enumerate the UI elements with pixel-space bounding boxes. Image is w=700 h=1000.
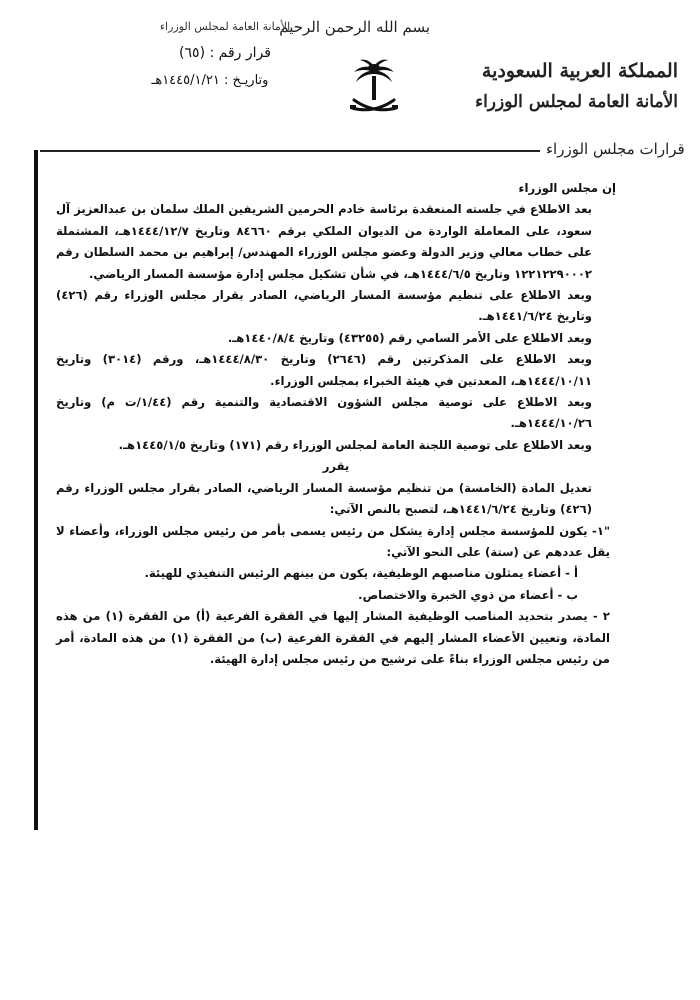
decision-number: قرار رقم : (٦٥) bbox=[179, 45, 271, 61]
secretariat-title: الأمانة العامة لمجلس الوزراء bbox=[475, 92, 678, 112]
clause-1-b: ب - أعضاء من ذوي الخبرة والاختصاص. bbox=[358, 587, 578, 602]
decides-heading: يقرر bbox=[322, 459, 350, 474]
clause-1-a: أ - أعضاء يمثلون مناصبهم الوظيفية، يكون من بينهم الرئيس التنفيذي للهيئة. bbox=[144, 566, 578, 581]
kingdom-title: المملكة العربية السعودية bbox=[481, 60, 678, 82]
opening-line: إن مجلس الوزراء bbox=[518, 181, 616, 195]
margin-bar bbox=[34, 150, 38, 830]
clause-1: "١- يكون للمؤسسة مجلس إدارة يشكل من رئيس يسمى بأمر من رئيس مجلس الوزراء، وأعضاء لا يقل عددهم عن (ستة) على النحو الآتي: bbox=[56, 523, 610, 559]
header-rule bbox=[40, 150, 540, 152]
decision-body bbox=[56, 178, 616, 670]
clause-2: ٢ - يصدر بتحديد المناصب الوظيفية المشار إليها في الفقرة الفرعية (أ) من الفقرة (١) من هذه المادة، وتعيين الأعضاء المشار إليهم في الفقرة الفرعية (ب) من الفقرة (١) من هذه المادة، أمر من رئيس مجلس الوزراء بناءً على ترشيح من رئيس مجلس إدارة الهيئة. bbox=[56, 609, 610, 666]
paragraph-2: وبعد الاطلاع على تنظيم مؤسسة المسار الرياضي، الصادر بقرار مجلس الوزراء رقم (٤٢٦) وتاريخ ١٤٤١/٦/٢٤هـ. bbox=[56, 288, 592, 324]
paragraph-6: وبعد الاطلاع على توصية اللجنة العامة لمجلس الوزراء رقم (١٧١) وتاريخ ١٤٤٥/١/٥هـ. bbox=[118, 437, 592, 452]
basmala: بسم الله الرحمن الرحيم bbox=[279, 18, 430, 36]
paragraph-3: وبعد الاطلاع على الأمر السامي رقم (٤٣٢٥٥) وتاريخ ١٤٤٠/٨/٤هـ. bbox=[227, 330, 592, 345]
paragraph-4: وبعد الاطلاع على المذكرتين رقم (٢٦٤٦) وتاريخ ١٤٤٤/٨/٣٠هـ، ورقم (٣٠١٤) وتاريخ ١٤٤٤/١٠/١١هـ، المعدتين في هيئة الخبراء بمجلس الوزراء. bbox=[56, 352, 593, 388]
decisions-caption: قرارات مجلس الوزراء bbox=[546, 140, 685, 158]
saudi-emblem-icon bbox=[346, 58, 402, 120]
paragraph-5: وبعد الاطلاع على توصية مجلس الشؤون الاقتصادية والتنمية رقم (١/٤٤/ت م) وتاريخ ١٤٤٤/١٠/٢٦هـ. bbox=[56, 395, 592, 431]
paragraph-1: بعد الاطلاع في جلسته المنعقدة برئاسة خادم الحرمين الشريفين الملك سلمان بن عبدالعزيز آل سعود، على المعاملة الواردة من الديوان الملكي برقم ٨٤٦٦٠ وتاريخ ١٤٤٤/١٢/٧هـ، المشتملة على خطاب معالي وزير الدولة وعضو مجلس الوزراء المهندس/ إبراهيم بن محمد السلطان رقم ١٢٢١٢٢٩٠٠٠٢ وتاريخ ١٤٤٤/٦/٥هـ، في شأن تشكيل مجلس إدارة مؤسسة المسار الرياضي. bbox=[56, 202, 592, 281]
secretariat-small-title: الأمانة العامة لمجلس الوزراء bbox=[159, 20, 291, 33]
decision-date: وتاريـخ : ١٤٤٥/١/٢١هـ bbox=[151, 73, 269, 88]
paragraph-7: تعديل المادة (الخامسة) من تنظيم مؤسسة المسار الرياضي، الصادر بقرار مجلس الوزراء رقم (٤٢٦) وتاريخ ١٤٤١/٦/٢٤هـ، لتصبح بالنص الآتي: bbox=[56, 480, 592, 517]
